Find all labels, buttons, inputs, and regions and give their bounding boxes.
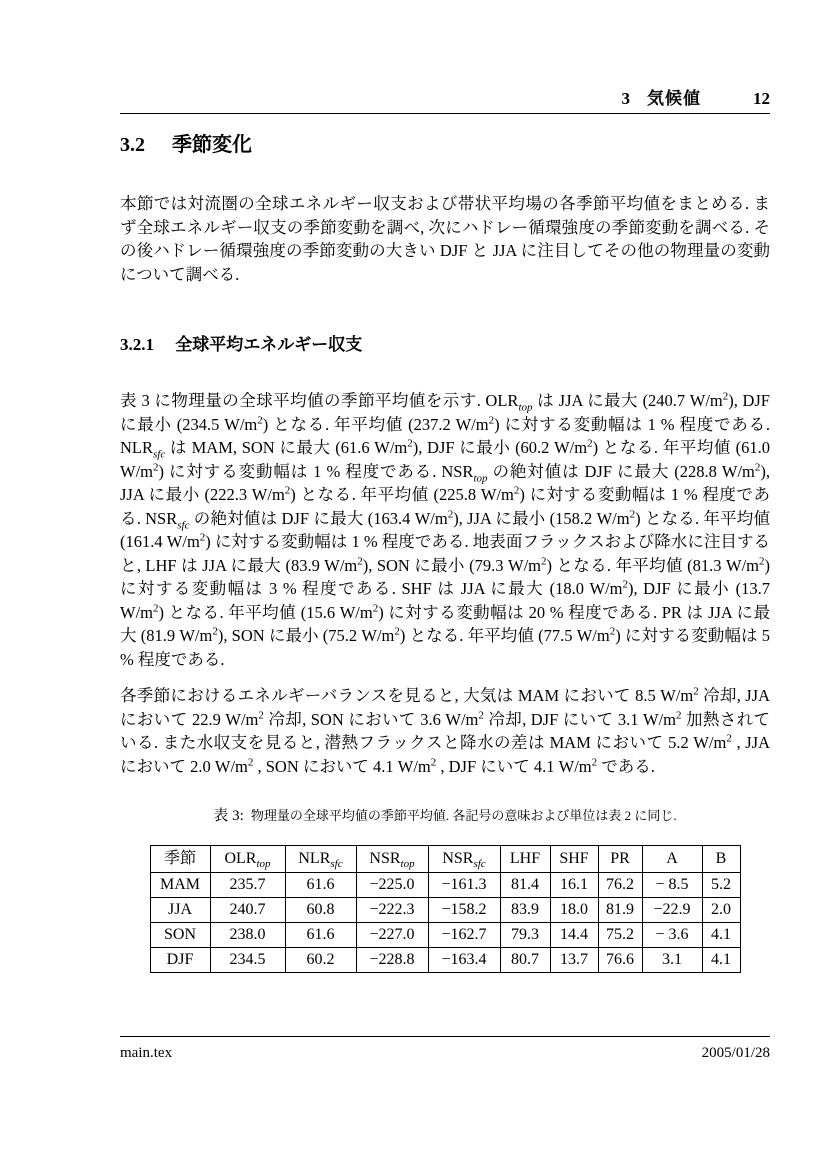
table-cell: 238.0 — [210, 923, 285, 948]
table-cell: SON — [150, 923, 210, 948]
table-cell: 80.7 — [500, 948, 550, 973]
section-title: 季節変化 — [172, 134, 252, 156]
table-cell: 234.5 — [210, 948, 285, 973]
table-cell: 60.2 — [285, 948, 356, 973]
table-cell: −161.3 — [428, 873, 500, 898]
header-rule — [120, 113, 770, 114]
table-cell: 76.6 — [598, 948, 642, 973]
running-header — [120, 88, 770, 110]
table-cell: − 3.6 — [642, 923, 702, 948]
table-caption — [120, 806, 770, 826]
table-caption-text: 物理量の全球平均値の季節平均値. 各記号の意味および単位は表 2 に同じ. — [250, 808, 677, 823]
footer-filename: main.tex — [120, 1045, 173, 1061]
table-cell: 240.7 — [210, 898, 285, 923]
table-cell: 61.6 — [285, 873, 356, 898]
table-row-mam — [150, 873, 740, 898]
table-cell: 83.9 — [500, 898, 550, 923]
table-cell: −163.4 — [428, 948, 500, 973]
section-number: 3.2 — [120, 134, 145, 156]
col-header-b: B — [702, 846, 740, 873]
table-cell: 75.2 — [598, 923, 642, 948]
header-section-title: 気候値 — [647, 89, 701, 108]
table-cell: 14.4 — [550, 923, 598, 948]
table-cell: −228.8 — [356, 948, 428, 973]
paragraph-intro: 本節では対流圏の全球エネルギー収支および帯状平均場の各季節平均値をまとめる. まず全球エネルギー収支の季節変動を調べ, 次にハドレー循環強度の季節変動を調べる. その後ハドレー循環強度の季節変動の大きい DJF と JJA に注目してその他の物理量の変動について調べる. — [120, 194, 770, 284]
header-page-number: 12 — [753, 89, 770, 108]
footer-rule — [120, 1036, 770, 1037]
table-cell: MAM — [150, 873, 210, 898]
table-cell: −162.7 — [428, 923, 500, 948]
table-header-row — [150, 846, 740, 873]
footer-date: 2005/01/28 — [701, 1045, 770, 1061]
table-cell: −222.3 — [356, 898, 428, 923]
table-cell: −225.0 — [356, 873, 428, 898]
table-cell: 79.3 — [500, 923, 550, 948]
col-header-shf: SHF — [550, 846, 598, 873]
page-footer — [120, 1043, 770, 1063]
seasonal-means-table — [150, 845, 741, 973]
table-cell: −22.9 — [642, 898, 702, 923]
table-cell: JJA — [150, 898, 210, 923]
header-section-number: 3 — [621, 89, 630, 108]
table-cell: 60.8 — [285, 898, 356, 923]
table-cell: 76.2 — [598, 873, 642, 898]
col-header-season: 季節 — [150, 846, 210, 873]
table-row-jja — [150, 898, 740, 923]
table-cell: − 8.5 — [642, 873, 702, 898]
table-cell: 13.7 — [550, 948, 598, 973]
subsection-heading — [120, 333, 362, 356]
table-container — [120, 845, 770, 973]
table-cell: 61.6 — [285, 923, 356, 948]
table-row-son — [150, 923, 740, 948]
table-cell: 235.7 — [210, 873, 285, 898]
table-cell: 81.4 — [500, 873, 550, 898]
table-cell: 5.2 — [702, 873, 740, 898]
table-cell: 2.0 — [702, 898, 740, 923]
paragraph-energy-balance: 各季節におけるエネルギーバランスを見ると, 大気は MAM において 8.5 $W/m^2$ 冷却, JJA において 22.9 $W/m^2$ 冷却, SON において 3.6 $W/m^2$ 冷却, DJF にいて 3.1 $W/m^2$ 加熱されている. また水収支を見ると, 潜熱フラックスと降水の差は MAM において 5.2 $W/m^2$ , JJA において 2.0 $W/m^2$ , SON において 4.1 $W/m^2$ , DJF にいて 4.1 $W/m^2$ である. — [120, 685, 771, 776]
col-header-lhf: LHF — [500, 846, 550, 873]
table-caption-label: 表 3: — [213, 808, 244, 824]
paragraph-energy-budget: 表 3 に物理量の全球平均値の季節平均値を示す. $OLR_{top}$ は JJA に最大 (240.7 $W/m^2$), DJF に最小 (234.5 $W/m^2$) となる. 年平均値 (237.2 $W/m^2$) に対する変動幅は 1 % 程度である. $NLR_{sfc}$ は MAM, SON に最大 (61.6 $W/m^2$), DJF に最小 (60.2 $W/m^2$) となる. 年平均値 (61.0 $W/m^2$) に対する変動幅は 1 % 程度である. $NSR_{top}$ の絶対値は DJF に最大 (228.8 $W/m^2$), JJA に最小 (222.3 $W/m^2$) となる. 年平均値 (225.8 $W/m^2$) に対する変動幅は 1 % 程度である. $NSR_{sfc}$ の絶対値は DJF に最大 (163.4 $W/m^2$), JJA に最小 (158.2 $W/m^2$) となる. 年平均値 (161.4 $W/m^2$) に対する変動幅は 1 % 程度である. 地表面フラックスおよび降水に注目すると, LHF は JJA に最大 (83.9 $W/m^2$), SON に最小 (79.3 $W/m^2$) となる. 年平均値 (81.3 $W/m^2$) に対する変動幅は 3 % 程度である. SHF は JJA に最大 (18.0 $W/m^2$), DJF に最小 (13.7 $W/m^2$) となる. 年平均値 (15.6 $W/m^2$) に対する変動幅は 20 % 程度である. PR は JJA に最大 (81.9 $W/m^2$), SON に最小 (75.2 $W/m^2$) となる. 年平均値 (77.5 $W/m^2$) に対する変動幅は 5 % 程度である. — [120, 390, 770, 669]
table-cell: 4.1 — [702, 923, 740, 948]
col-header-a: A — [642, 846, 702, 873]
col-header-nsr-sfc: $NSR_{sfc}$ — [428, 846, 500, 873]
table-row-djf — [150, 948, 740, 973]
table-cell: 3.1 — [642, 948, 702, 973]
col-header-nlr-sfc: $NLR_{sfc}$ — [285, 846, 356, 873]
table-cell: 81.9 — [598, 898, 642, 923]
table-cell: DJF — [150, 948, 210, 973]
table-cell: 18.0 — [550, 898, 598, 923]
subsection-number: 3.2.1 — [120, 335, 154, 354]
col-header-pr: PR — [598, 846, 642, 873]
section-heading — [120, 132, 252, 158]
table-cell: −158.2 — [428, 898, 500, 923]
table-cell: −227.0 — [356, 923, 428, 948]
col-header-nsr-top: $NSR_{top}$ — [356, 846, 428, 873]
table-cell: 16.1 — [550, 873, 598, 898]
table-cell: 4.1 — [702, 948, 740, 973]
col-header-olr-top: $OLR_{top}$ — [210, 846, 285, 873]
subsection-title: 全球平均エネルギー収支 — [175, 335, 363, 354]
